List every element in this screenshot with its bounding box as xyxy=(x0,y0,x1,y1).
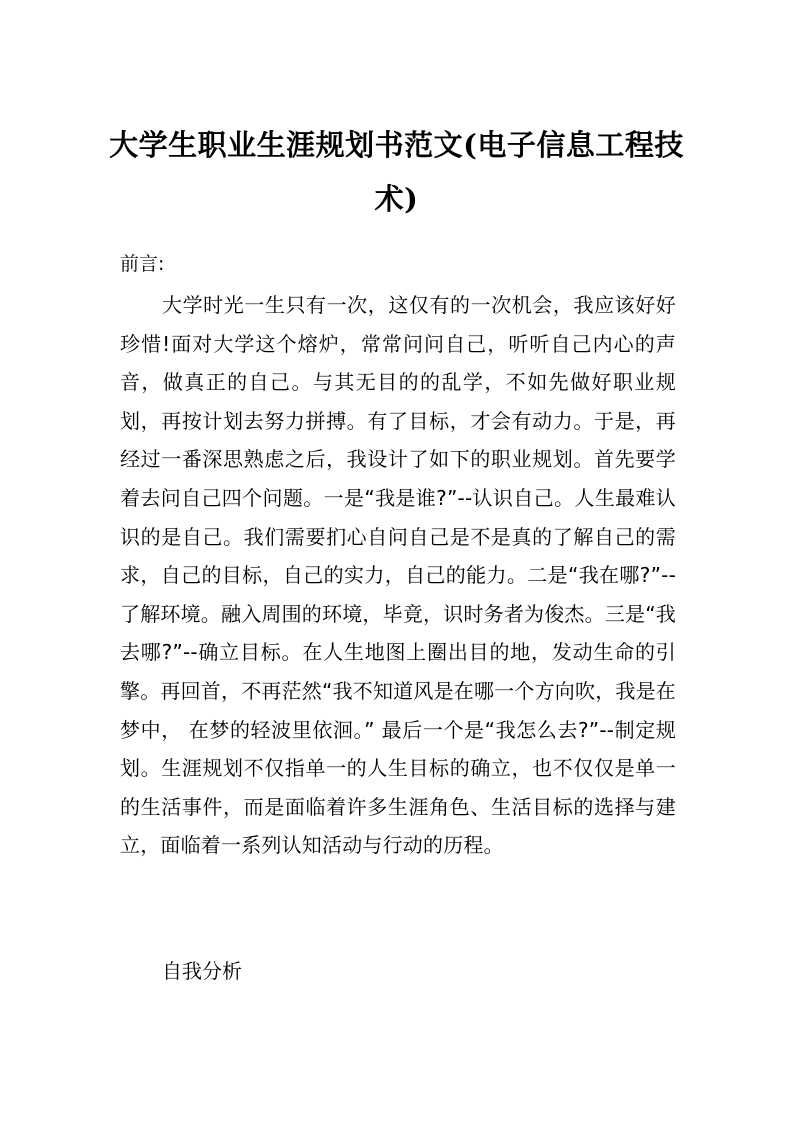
section-heading: 自我分析 xyxy=(162,959,242,983)
preface-paragraph: 大学时光一生只有一次，这仅有的一次机会，我应该好好珍惜!面对大学这个熔炉，常常问问自己，听听自己内心的声音，做真正的自己。与其无目的的乱学，不如先做好职业规划，再按计划去努力拼搏。有了目标，才会有动力。于是，再经过一番深思熟虑之后，我设计了如下的职业规划。首先要学着去问自己四个问题。一是“我是谁?”--认识自己。人生最难认识的是自己。我们需要扪心自问自己是不是真的了解自己的需求，自己的目标，自己的实力，自己的能力。二是“我在哪?”--了解环境。融入周围的环境，毕竟，识时务者为俊杰。三是“我去哪?”--确立目标。在人生地图上圈出目的地，发动生命的引擎。再回首，不再茫然“我不知道风是在哪一个方向吹，我是在梦中， 在梦的轻波里依洄。” 最后一个是“我怎么去?”--制定规划。生涯规划不仅指单一的人生目标的确立，也不仅仅是单一的生活事件，而是面临着许多生涯角色、生活目标的选择与建立，面临着一系列认知活动与行动的历程。 xyxy=(120,293,676,858)
preface-label: 前言: xyxy=(120,253,165,275)
document-title: 大学生职业生涯规划书范文(电子信息工程技术) xyxy=(109,128,684,216)
